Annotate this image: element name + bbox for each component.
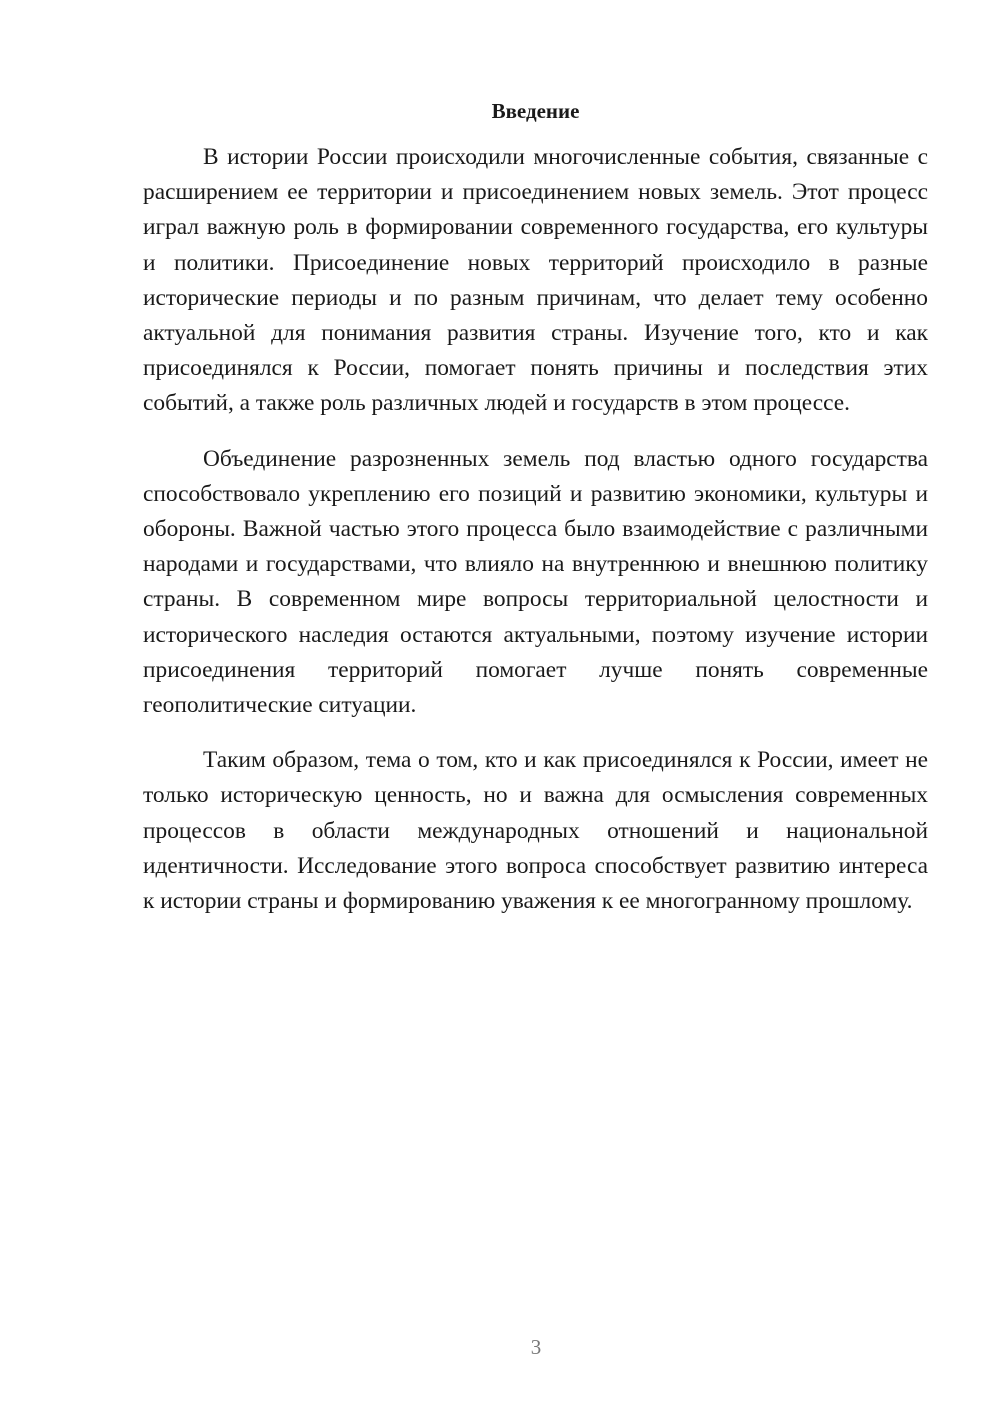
section-heading: Введение <box>491 99 580 123</box>
page-content <box>143 94 928 919</box>
page-number: 3 <box>530 1335 542 1359</box>
paragraph-3: Таким образом, тема о том, кто и как присоединялся к России, имеет не только историческую ценность, но и важна для осмысления современных процессов в области международных отношений и национальной идентичности. Исследование этого вопроса способствует развитию интереса к истории страны и формированию уважения к ее многогранному прошлому. <box>143 747 928 915</box>
paragraph-1: В истории России происходили многочисленные события, связанные с расширением ее территории и присоединением новых земель. Этот процесс играл важную роль в формировании современного государства, его культуры и политики. Присоединение новых территорий происходило в разные исторические периоды и по разным причинам, что делает тему особенно актуальной для понимания развития страны. Изучение того, кто и как присоединялся к России, помогает понять причины и последствия этих событий, а также роль различных людей и государств в этом процессе. <box>143 144 928 417</box>
paragraph-2: Объединение разрозненных земель под властью одного государства способствовало укреплению его позиций и развитию экономики, культуры и обороны. Важной частью этого процесса было взаимодействие с различными народами и государствами, что влияло на внутреннюю и внешнюю политику страны. В современном мире вопросы территориальной целостности и исторического наследия остаются актуальными, поэтому изучение истории присоединения территорий помогает лучше понять современные геополитические ситуации. <box>143 445 928 719</box>
